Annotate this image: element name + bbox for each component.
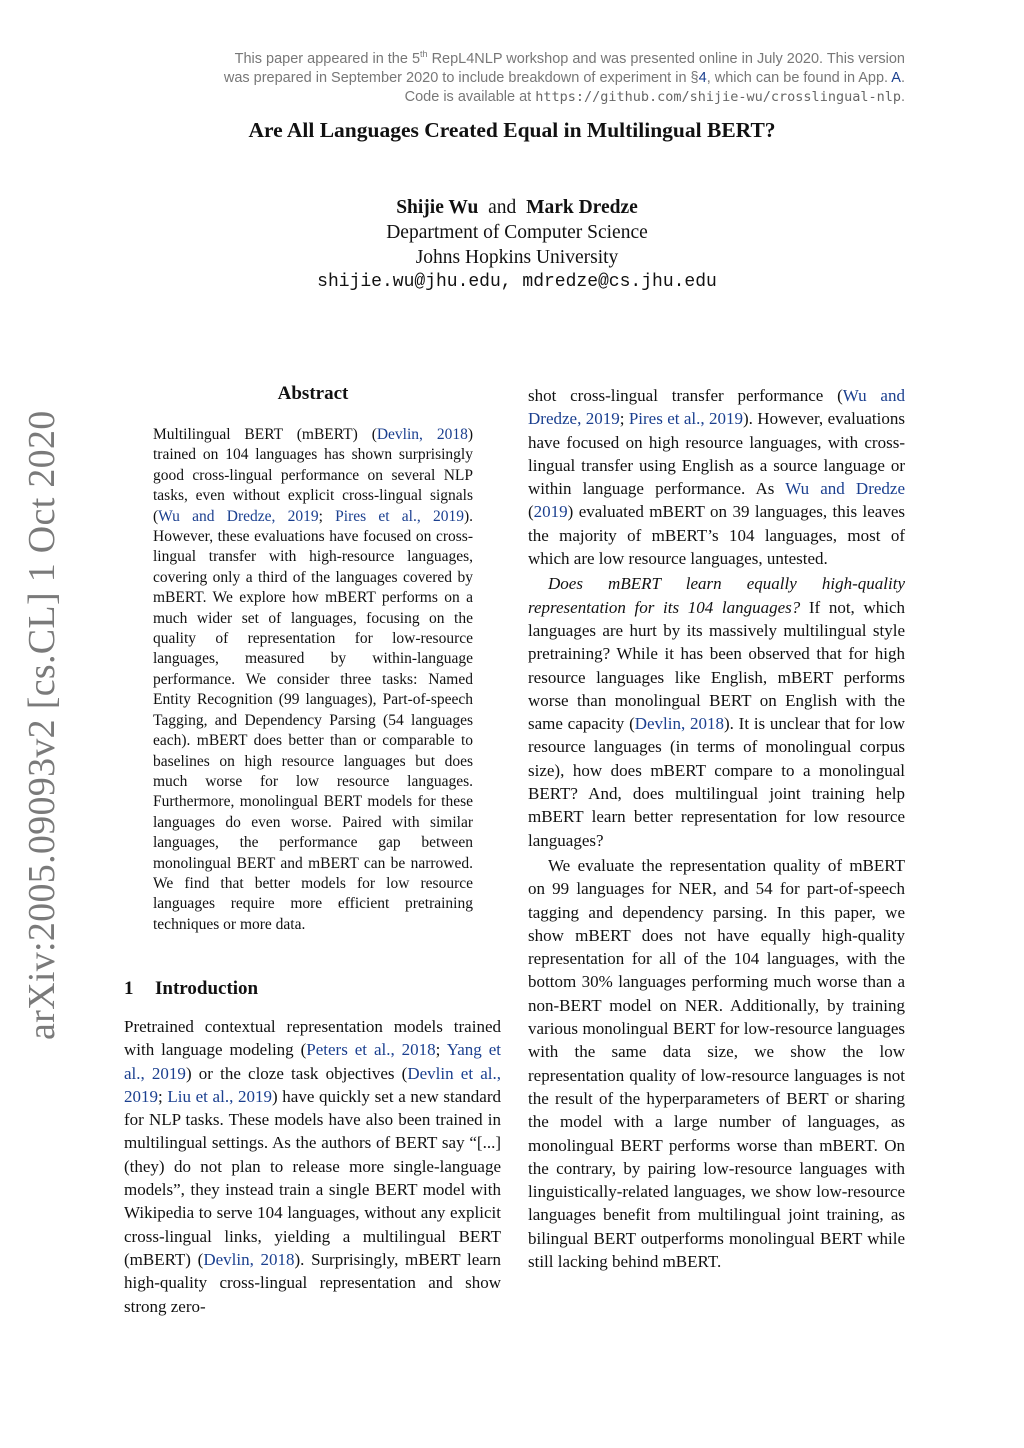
abstract-heading: Abstract xyxy=(277,383,349,404)
introduction-paragraph-2: Does mBERT learn equally high-quality representation for its 104 languages? If not, which languages are hurt by its massively multilingual style pretraining? While it has been observed that for high resource languages like English, mBERT performs worse than monolingual BERT on English with the same capacity (Devlin, 2018). It is unclear that for low resource languages (in terms of monolingual corpus size), how does mBERT compare to a monolingual BERT? And, does multilingual joint training help mBERT learn better representation for low resource languages? xyxy=(528,574,906,850)
citation-link[interactable]: Devlin, 2018 xyxy=(203,1249,295,1269)
introduction-paragraph-continued: shot cross-lingual transfer performance (Wu and Dredze, 2019; Pires et al., 2019). However, evaluations have focused on high resource languages, with cross-lingual transfer using English as a source language or within language performance. As Wu and Dredze (2019) evaluated mBERT on 39 languages, this leaves the majority of mBERT’s 104 languages, most of which are low resource languages, untested. xyxy=(528,386,906,569)
author-block xyxy=(0,195,1024,295)
citation-link[interactable]: 2019 xyxy=(533,502,568,522)
author-1: Shijie Wu xyxy=(396,197,479,218)
citation-link[interactable]: Wu and Dredze, 2019 xyxy=(158,507,319,525)
section-heading-introduction: 1 Introduction xyxy=(124,978,259,999)
citation-link[interactable]: Devlin et al., 2019 xyxy=(124,1063,501,1106)
citation-link[interactable]: Pires et al., 2019 xyxy=(628,409,744,429)
publication-note-line-2: was prepared in September 2020 to include breakdown of experiment in §4, which can be found in App. A. xyxy=(223,70,905,86)
publication-note xyxy=(120,50,905,107)
abstract-body: Multilingual BERT (mBERT) (Devlin, 2018) trained on 104 languages has shown surprisingly good cross-lingual performance on several NLP tasks, even without explicit cross-lingual signals (Wu and Dredze, 2019; Pires et al., 2019). However, these evaluations have focused on cross-lingual transfer with high-resource languages, covering only a third of the languages covered by mBERT. We explore how mBERT performs on a much wider set of languages, focusing on the quality of representation for low-resource languages, measured by within-language performance. We consider three tasks: Named Entity Recognition (99 languages), Part-of-speech Tagging, and Dependency Parsing (54 languages each). mBERT does better than or comparable to baselines on high resource languages but does much worse for low resource languages. Furthermore, monolingual BERT models for these languages do even worse. Paired with similar languages, the performance gap between monolingual BERT and mBERT can be narrowed. We find that better models for low resource languages require more efficient pretraining techniques or more data. xyxy=(153,426,474,933)
appendix-a-link[interactable]: A xyxy=(891,70,901,86)
code-repository-link[interactable]: https://github.com/shijie-wu/crosslingual-nlp xyxy=(535,89,901,105)
section-4-link[interactable]: 4 xyxy=(698,70,707,86)
citation-link[interactable]: Wu and Dredze xyxy=(785,479,906,499)
citation-link[interactable]: Wu and Dredze, 2019 xyxy=(528,386,905,429)
author-emails: shijie.wu@jhu.edu, mdredze@cs.jhu.edu xyxy=(317,272,717,292)
citation-link[interactable]: Liu et al., 2019 xyxy=(167,1086,272,1106)
arxiv-identifier-stamp: arXiv:2005.09093v2 [cs.CL] 1 Oct 2020 xyxy=(21,410,63,1040)
right-column xyxy=(528,384,905,1273)
citation-link[interactable]: Peters et al., 2018 xyxy=(306,1040,436,1060)
author-names: Shijie Wu and Mark Dredze xyxy=(396,197,638,218)
author-university: Johns Hopkins University xyxy=(415,247,619,268)
introduction-paragraph-1: Pretrained contextual representation models trained with language modeling (Peters et al., 2018; Yang et al., 2019) or the cloze task objectives (Devlin et al., 2019; Liu et al., 2019) have quickly set a new standard for NLP tasks. These models have also been trained in multilingual settings. As the authors of BERT say “[...] (they) do not plan to release more single-language models”, they instead train a single BERT model with Wikipedia to serve 104 languages, without any explicit cross-lingual links, yielding a multilingual BERT (mBERT) (Devlin, 2018). Surprisingly, mBERT learn high-quality cross-lingual representation and show strong zero- xyxy=(124,1017,502,1316)
citation-link[interactable]: Devlin, 2018 xyxy=(634,714,725,734)
author-department: Department of Computer Science xyxy=(386,222,648,243)
citation-link[interactable]: Devlin, 2018 xyxy=(376,426,468,443)
citation-link[interactable]: Yang et al., 2019 xyxy=(124,1040,502,1083)
author-2: Mark Dredze xyxy=(526,197,638,218)
introduction-paragraph-3: We evaluate the representation quality of mBERT on 99 languages for NER, and 54 for part-of-speech tagging and dependency parsing. In this paper, we show mBERT does not have equally high-quality representation for all of the 104 languages, with the bottom 30% languages performing much worse than a non-BERT model on NER. Additionally, by training various monolingual BERT for low-resource languages with the same data size, we show the low representation quality of low-resource languages is not the result of the hyperparameters of BERT or sharing the model with a large number of languages, as monolingual BERT performs worse than mBERT. On the contrary, by pairing low-resource languages with linguistically-related languages, we show low-resource languages benefit from multilingual joint training, as bilingual BERT outperforms monolingual BERT while still lacking behind mBERT. xyxy=(528,855,905,1271)
publication-note-line-3: Code is available at https://github.com/shijie-wu/crosslingual-nlp. xyxy=(404,89,905,105)
paper-title: Are All Languages Created Equal in Multilingual BERT? xyxy=(248,118,776,142)
citation-link[interactable]: Pires et al., 2019 xyxy=(335,507,464,525)
publication-note-line-1: This paper appeared in the 5th RepL4NLP workshop and was presented online in July 2020. This version xyxy=(234,49,905,67)
